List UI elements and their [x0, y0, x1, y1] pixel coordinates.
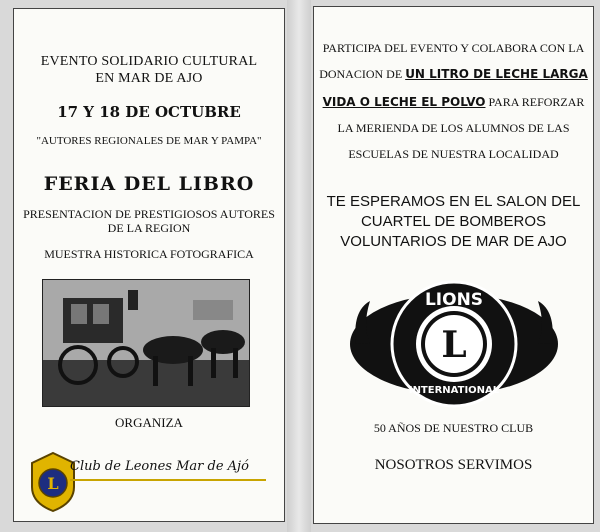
club-name: Club de Leones Mar de Ajó	[70, 459, 249, 474]
participa-line4: LA MERIENDA DE LOS ALUMNOS DE LAS	[337, 121, 570, 135]
feria-heading: FERIA DEL LIBRO	[43, 173, 255, 195]
event-subtitle: "AUTORES REGIONALES DE MAR Y PAMPA"	[36, 135, 262, 147]
participa-line1: PARTICIPA DEL EVENTO Y COLABORA CON LA	[322, 41, 585, 55]
anniversary-text: 50 AÑOS DE NUESTRO CLUB	[373, 421, 534, 435]
left-panel	[13, 8, 285, 522]
invite-line1: TE ESPERAMOS EN EL SALON DEL	[326, 193, 581, 210]
participa-line3	[314, 95, 593, 110]
club-underline	[70, 479, 266, 481]
reforzar-text: PARA REFORZAR	[488, 95, 585, 109]
lions-international-logo-icon	[348, 271, 560, 417]
motto-text: NOSOTROS SERVIMOS	[374, 457, 533, 473]
donation-text: DONACION DE	[319, 67, 403, 81]
muestra-heading: MUESTRA HISTORICA FOTOGRAFICA	[44, 247, 254, 261]
milk-highlight: VIDA O LECHE EL POLVO	[322, 95, 486, 109]
svg-text:INTERNATIONAL: INTERNATIONAL	[408, 385, 500, 396]
donation-highlight: UN LITRO DE LECHE LARGA	[405, 67, 588, 81]
page-fold	[287, 0, 311, 532]
right-panel	[313, 6, 594, 524]
participa-line2	[314, 67, 593, 82]
presentation-line2: DE LA REGION	[107, 221, 191, 235]
participa-line5: ESCUELAS DE NUESTRA LOCALIDAD	[348, 147, 559, 161]
historic-photo	[42, 279, 250, 407]
event-title-line1: EVENTO SOLIDARIO CULTURAL	[40, 54, 258, 69]
horse-carriage-image	[43, 280, 249, 406]
organiza-label: ORGANIZA	[115, 415, 183, 430]
invite-line2: CUARTEL DE BOMBEROS	[360, 213, 547, 230]
event-dates: 17 Y 18 DE OCTUBRE	[57, 103, 241, 121]
invite-line3: VOLUNTARIOS DE MAR DE AJO	[340, 233, 567, 250]
svg-text:L: L	[47, 474, 59, 493]
event-title-line2: EN MAR DE AJO	[95, 71, 203, 86]
presentation-line1: PRESENTACION DE PRESTIGIOSOS AUTORES	[23, 207, 275, 221]
svg-text:LIONS: LIONS	[424, 290, 484, 310]
svg-text:L: L	[441, 324, 467, 366]
